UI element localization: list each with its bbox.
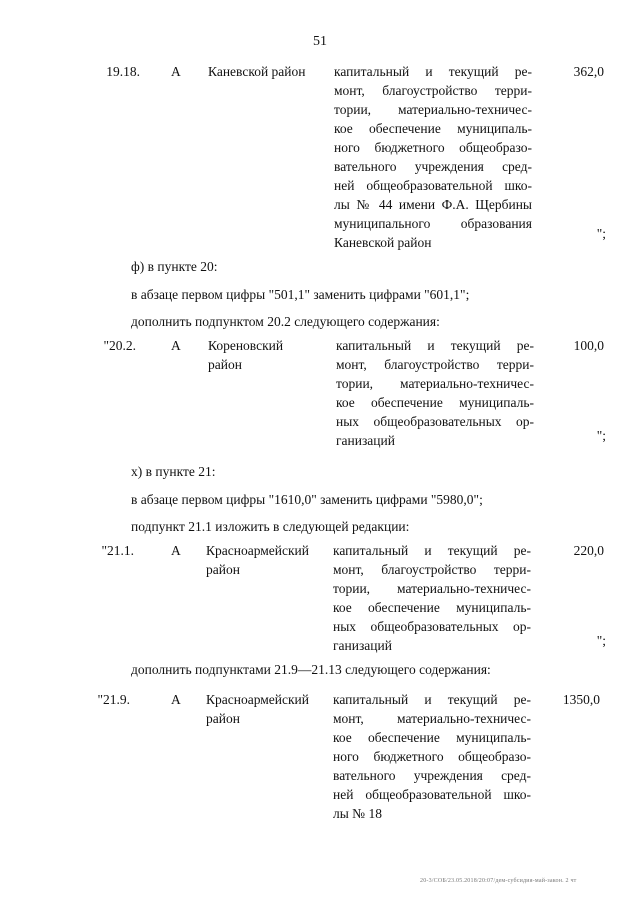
entry-number: "21.1. [101, 543, 134, 558]
entry-number: "21.9. [97, 692, 130, 707]
description-line: кое обеспечение муниципаль- [333, 600, 531, 615]
description-line: вательного учреждения сред- [334, 159, 532, 174]
description-line: муниципального образования [334, 216, 532, 231]
paragraph-add-subclauses: дополнить подпунктами 21.9—21.13 следующего содержания: [131, 662, 491, 677]
entry-district [208, 62, 328, 81]
description-line: кое обеспечение муниципаль- [333, 730, 531, 745]
description-line: ней общеобразовательной шко- [334, 178, 532, 193]
entry-district [206, 690, 326, 728]
entry-category: А [171, 543, 181, 558]
district-line: район [206, 562, 240, 577]
description-line: тории, материально-техничес- [334, 102, 532, 117]
entry-category: А [171, 64, 181, 79]
description-line: капитальный и текущий ре- [336, 338, 534, 353]
description-line: Каневской район [334, 235, 432, 250]
description-line: вательного учреждения сред- [333, 768, 531, 783]
district-line: Каневской район [208, 64, 306, 79]
description-line: монт, материально-техничес- [333, 711, 531, 726]
paragraph-replace-digits: в абзаце первом цифры "501,1" заменить цифрами "601,1"; [131, 287, 470, 302]
entry-number: "20.2. [103, 338, 136, 353]
description-line: ных общеобразовательных ор- [336, 414, 534, 429]
entry-district [206, 541, 326, 579]
description-line: тории, материально-техничес- [333, 581, 531, 596]
description-line: монт, благоустройство терри- [334, 83, 532, 98]
document-footer: 20-3/СОБ/23.05.2018/20:07/дем-субсидия-май-закон. 2 чт [420, 878, 577, 884]
description-line: капитальный и текущий ре- [333, 692, 531, 707]
description-line: ных общеобразовательных ор- [333, 619, 531, 634]
district-line: Кореновский [208, 338, 284, 353]
entry-category: А [171, 338, 181, 353]
paragraph-restate-subclause: подпункт 21.1 изложить в следующей редакции: [131, 519, 410, 534]
entry-description [336, 336, 534, 450]
entry-closing-quote: "; [596, 226, 606, 241]
description-line: ганизаций [336, 433, 395, 448]
district-line: Красноармейский [206, 692, 310, 707]
description-line: ней общеобразовательной шко- [333, 787, 531, 802]
entry-description [333, 541, 531, 655]
paragraph-replace-digits: в абзаце первом цифры "1610,0" заменить цифрами "5980,0"; [131, 492, 483, 507]
entry-category: А [171, 692, 181, 707]
description-line: кое обеспечение муниципаль- [334, 121, 532, 136]
paragraph-add-subclause: дополнить подпунктом 20.2 следующего содержания: [131, 314, 440, 329]
entry-district [208, 336, 328, 374]
description-line: ного бюджетного общеобразо- [333, 749, 531, 764]
description-line: монт, благоустройство терри- [333, 562, 531, 577]
description-line: тории, материально-техничес- [336, 376, 534, 391]
description-line: лы № 44 имени Ф.А. Щербины [334, 197, 532, 212]
page-number: 51 [313, 34, 327, 49]
entry-amount: 100,0 [573, 338, 604, 353]
entry-amount: 362,0 [573, 64, 604, 79]
entry-description [334, 62, 532, 252]
district-line: район [206, 711, 240, 726]
entry-number: 19.18. [106, 64, 140, 79]
entry-amount: 220,0 [573, 543, 604, 558]
description-line: ганизаций [333, 638, 392, 653]
description-line: лы № 18 [333, 806, 382, 821]
paragraph-subclause-f: ф) в пункте 20: [131, 259, 218, 274]
district-line: Красноармейский [206, 543, 310, 558]
description-line: кое обеспечение муниципаль- [336, 395, 534, 410]
entry-description [333, 690, 531, 823]
entry-closing-quote: "; [596, 633, 606, 648]
entry-closing-quote: "; [596, 428, 606, 443]
description-line: монт, благоустройство терри- [336, 357, 534, 372]
description-line: ного бюджетного общеобразо- [334, 140, 532, 155]
description-line: капитальный и текущий ре- [333, 543, 531, 558]
entry-amount: 1350,0 [562, 692, 600, 707]
paragraph-subclause-h: х) в пункте 21: [131, 464, 216, 479]
description-line: капитальный и текущий ре- [334, 64, 532, 79]
district-line: район [208, 357, 242, 372]
